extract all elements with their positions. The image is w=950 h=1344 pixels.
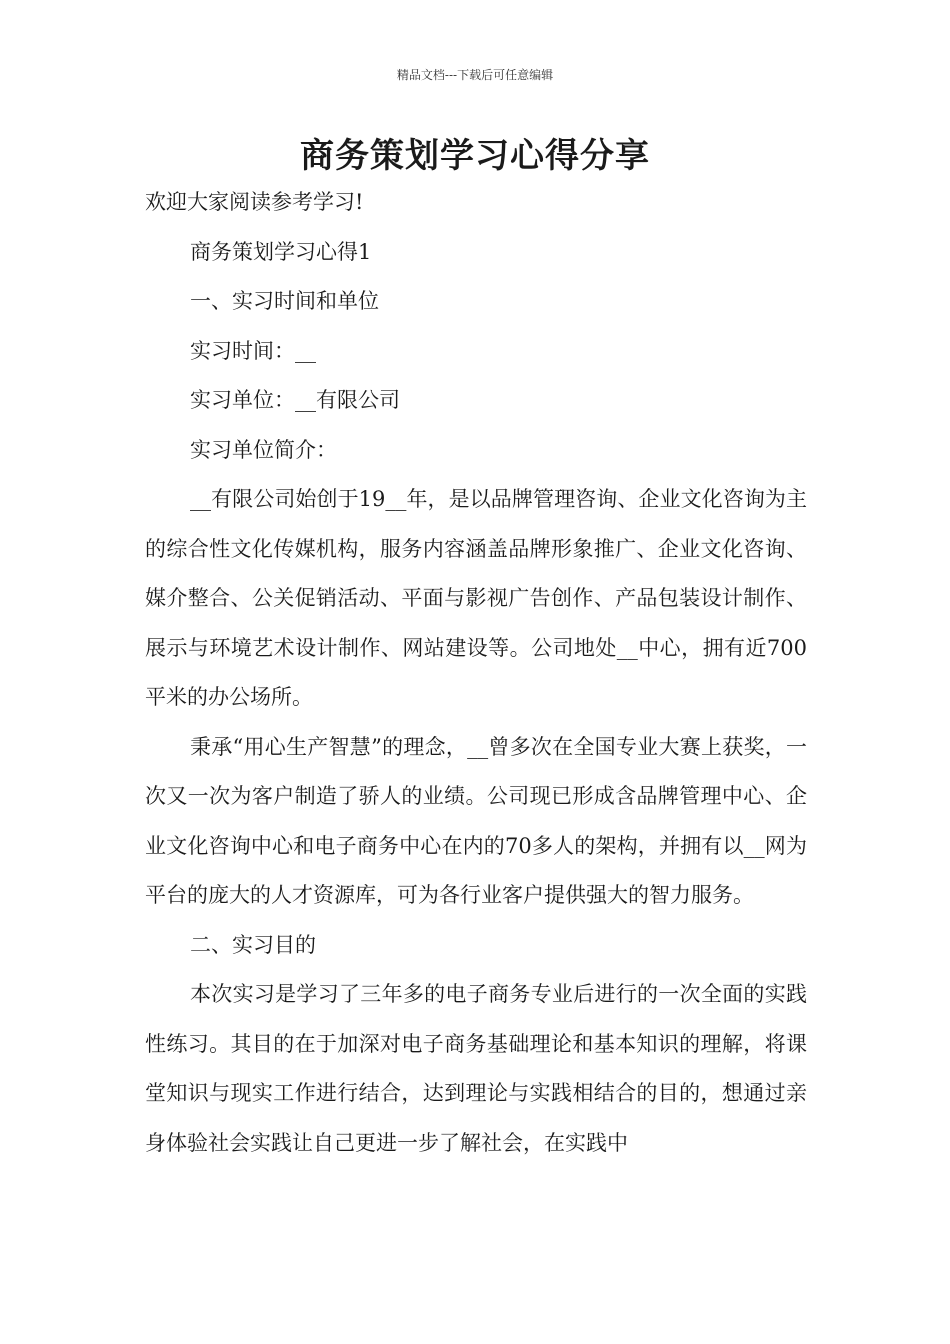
header-note: 精品文档---下载后可任意编辑	[396, 68, 554, 82]
paragraph-company-intro: __有限公司始创于19__年，是以品牌管理咨询、企业文化咨询为主的综合性文化传媒机构，服务内容涵盖品牌形象推广、企业文化咨询、媒介整合、公关促销活动、平面与影视广告创作、产品包装设计制作、展示与环境艺术设计制作、网站建设等。公司地处__中心，拥有近700平米的办公场所。	[145, 487, 807, 709]
document-title: 商务策划学习心得分享	[300, 136, 650, 176]
paragraph-company-philosophy: 秉承“用心生产智慧”的理念，__曾多次在全国专业大赛上获奖，一次又一次为客户制造了骄人的业绩。公司现已形成含品牌管理中心、企业文化咨询中心和电子商务中心在内的70多人的架构，并拥有以__网为平台的庞大的人才资源库，可为各行业客户提供强大的智力服务。	[145, 734, 807, 907]
greeting-line: 欢迎大家阅读参考学习!	[145, 190, 364, 214]
heading-internship-time-unit: 一、实习时间和单位	[190, 289, 379, 313]
section-heading: 商务策划学习心得1	[190, 239, 372, 264]
document-body	[145, 178, 807, 1168]
internship-unit-line: 实习单位：__有限公司	[190, 388, 400, 412]
internship-time-line: 实习时间：__	[190, 338, 316, 363]
unit-intro-label: 实习单位简介：	[190, 437, 337, 462]
paragraph-internship-purpose: 本次实习是学习了三年多的电子商务专业后进行的一次全面的实践性练习。其目的在于加深对电子商务基础理论和基本知识的理解，将课堂知识与现实工作进行结合，达到理论与实践相结合的目的，想通过亲身体验社会实践让自己更进一步了解社会，在实践中	[145, 982, 807, 1155]
heading-internship-purpose: 二、实习目的	[190, 932, 316, 957]
